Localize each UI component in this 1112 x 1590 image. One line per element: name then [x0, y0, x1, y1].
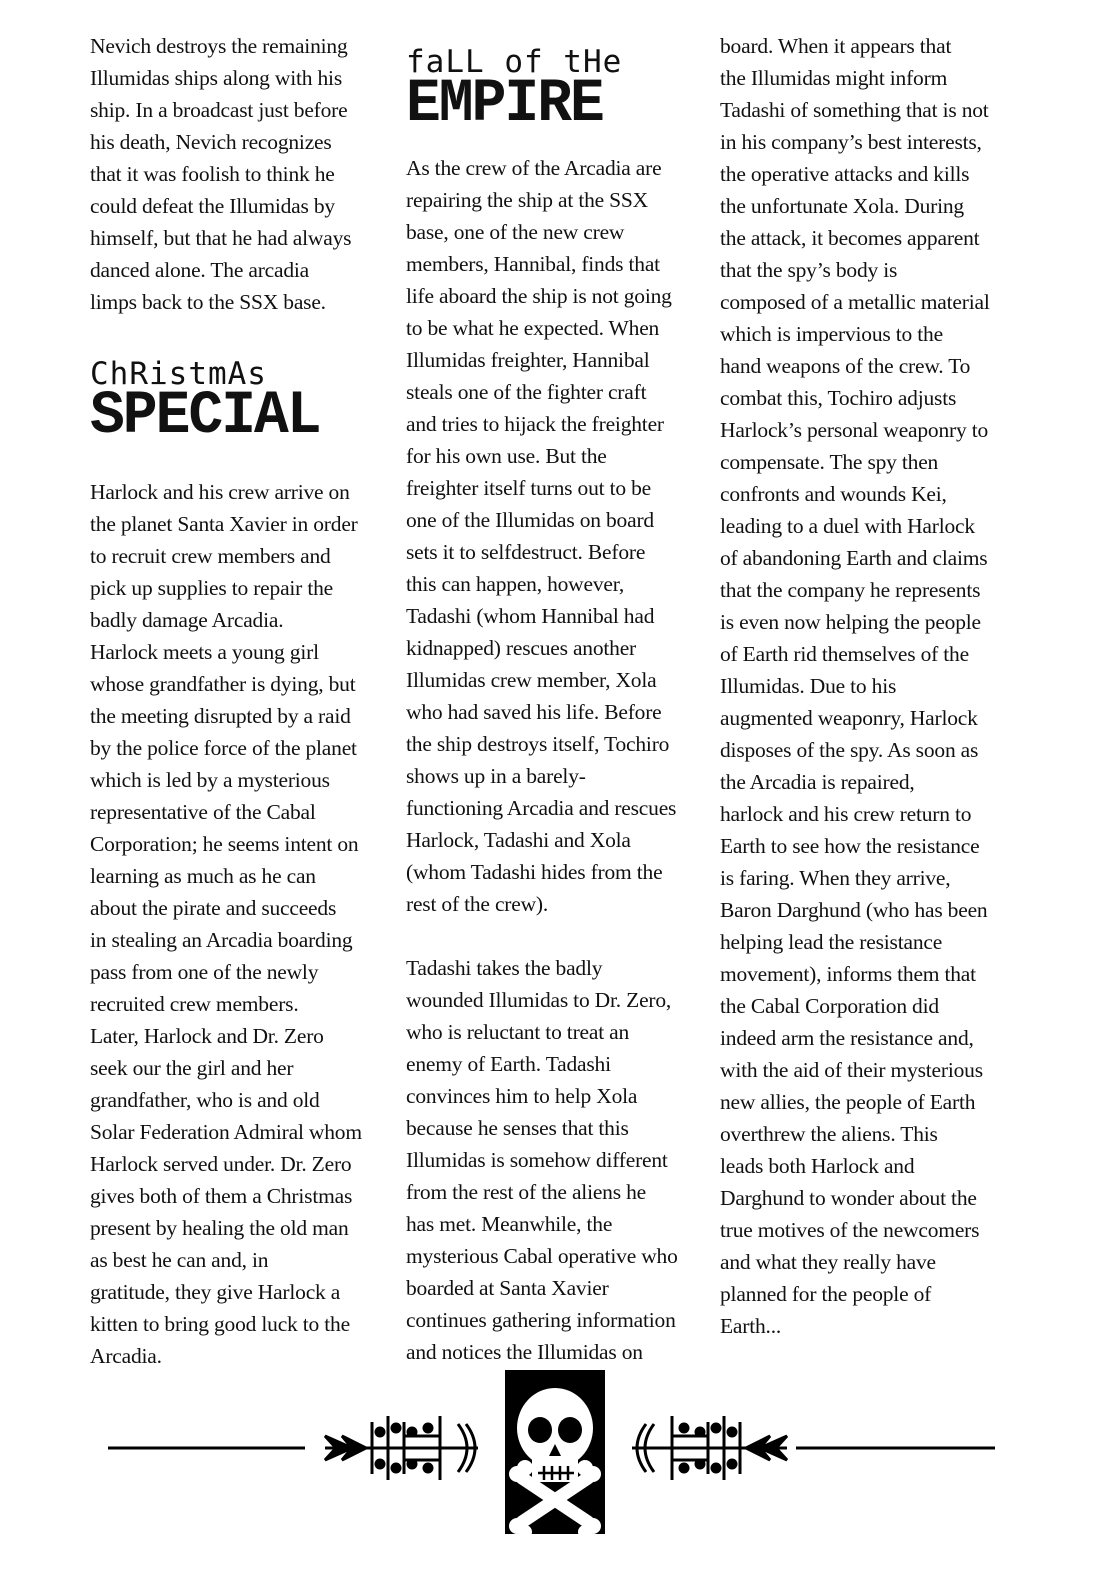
heading-big-text: SPECIAL [90, 382, 320, 451]
heading-big-text: EMPIRE [406, 70, 603, 139]
heading-small-text: ChRistmAs [90, 356, 267, 392]
intro-paragraph: Nevich destroys the remaining Illumidas ships along with his ship. In a broadcast just before his death, Nevich recognizes that it was foolish to think he could defeat the Illumidas by himself, but that he had always danced alone. The arcadia limps back to the SSX base. [90, 34, 352, 314]
right-flourish-icon [632, 1416, 787, 1480]
christmas-special-heading [90, 356, 390, 451]
heading-small-text: faLL of tHe [406, 44, 623, 80]
empire-continued-body: board. When it appears that the Illumidas might inform Tadashi of something that is not in his company’s best interests, the operative attacks and kills the unfortunate Xola. During the attack, it becomes apparent that the spy’s body is composed of a metallic material which is impervious to the hand weapons of the crew. To combat this, Tochiro adjusts Harlock’s personal weaponry to compensate. The spy then confronts and wounds Kei, leading to a duel with Harlock of abandoning Earth and claims that the company he represents is even now helping the people of Earth rid themselves of the Illumidas. Due to his augmented weaponry, Harlock disposes of the spy. As soon as the Arcadia is repaired, harlock and his crew return to Earth to see how the resistance is faring. When they arrive, Baron Darghund (who has been helping lead the resistance movement), informs them that the Cabal Corporation did indeed arm the resistance and, with the aid of their mysterious new allies, the people of Earth overthrew the aliens. This leads both Harlock and Darghund to wonder about the true motives of the newcomers and what they really have planned for the people of Earth... [720, 34, 990, 1338]
column-middle [406, 30, 706, 1368]
column-left [90, 30, 390, 1372]
footer-ornament [0, 1370, 1112, 1570]
empire-paragraph-1: As the crew of the Arcadia are repairing the ship at the SSX base, one of the new crew members, Hannibal, finds that life aboard the ship is not going to be what he expected. When Illumidas freighter, Hannibal steals one of the fighter craft and tries to hijack the freighter for his own use. But the freighter itself turns out to be one of the Illumidas on board sets it to selfdestruct. Before this can happen, however, Tadashi (whom Hannibal had kidnapped) rescues another Illumidas crew member, Xola who had saved his life. Before the ship destroys itself, Tochiro shows up in a barely- functioning Arcadia and rescues Harlock, Tadashi and Xola (whom Tadashi hides from the rest of the crew). [406, 156, 677, 916]
christmas-special-body: Harlock and his crew arrive on the planet Santa Xavier in order to recruit crew members and pick up supplies to repair the badly damage Arcadia. Harlock meets a young girl whose grandfather is dying, but the meeting disrupted by a raid by the police force of the planet which is led by a mysterious representative of the Cabal Corporation; he seems intent on learning as much as he can about the pirate and succeeds in stealing an Arcadia boarding pass from one of the newly recruited crew members. Later, Harlock and Dr. Zero seek our the girl and her grandfather, who is and old Solar Federation Admiral whom Harlock served under. Dr. Zero gives both of them a Christmas present by healing the old man as best he can and, in gratitude, they give Harlock a kitten to bring good luck to the Arcadia. [90, 480, 362, 1368]
paragraph-gap [406, 920, 706, 952]
column-right [720, 30, 1020, 1342]
skull-and-crossbones-icon [505, 1370, 605, 1539]
left-flourish-icon [325, 1416, 478, 1480]
fall-of-the-empire-heading [406, 44, 706, 139]
empire-paragraph-2: Tadashi takes the badly wounded Illumidas to Dr. Zero, who is reluctant to treat an enemy of Earth. Tadashi convinces him to help Xola because he senses that this Illumidas is somehow different from the rest of the aliens he has met. Meanwhile, the mysterious Cabal operative who boarded at Santa Xavier continues gathering information and notices the Illumidas on [406, 956, 678, 1364]
